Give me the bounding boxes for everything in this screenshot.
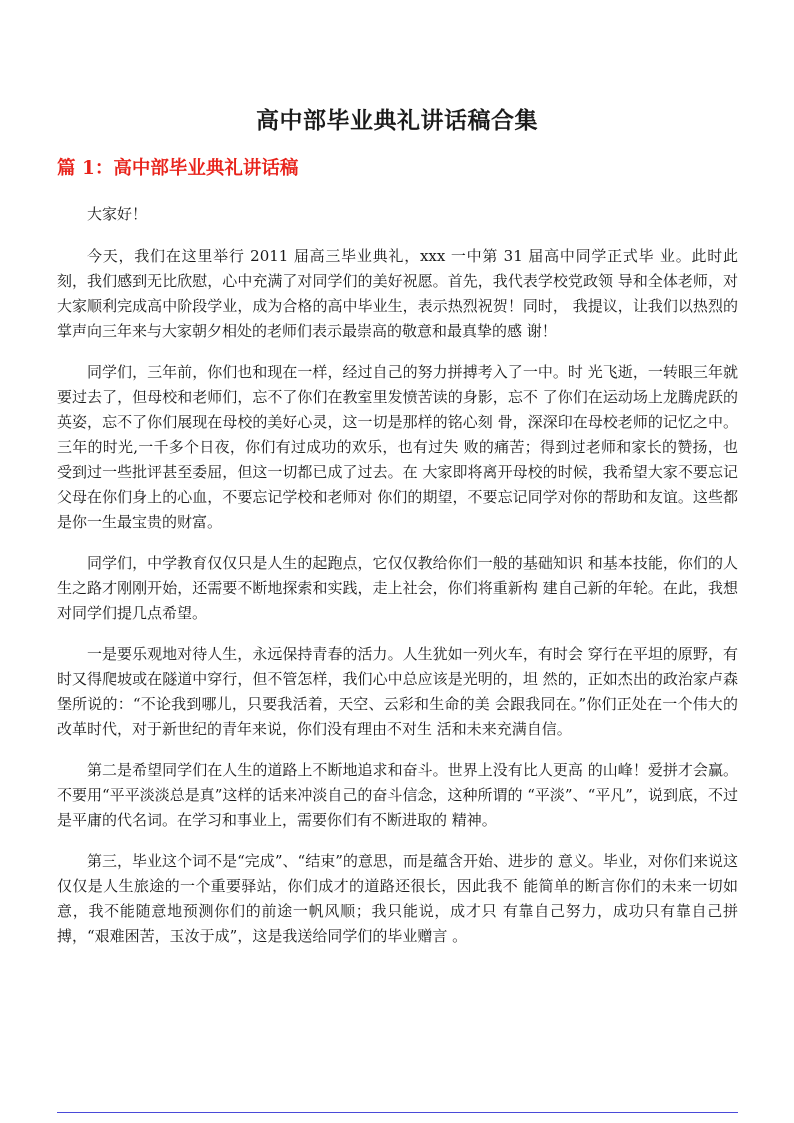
document-body	[57, 202, 738, 965]
body-paragraph-2: 同学们，三年前，你们也和现在一样，经过自己的努力拼搏考入了一中。时 光飞逝，一转眼三年就要过去了，但母校和老师们，忘不了你们在教室里发愤苦读的身影，忘不 了你们在运动场上龙腾虎跃的英姿，忘不了你们展现在母校的美好心灵，这一切是那样的铭心刻 骨，深深印在母校老师的记忆之中。三年的时光,一千多个日夜，你们有过成功的欢乐，也有过失 败的痛苦；得到过老师和家长的赞扬，也受到过一些批评甚至委屈，但这一切都已成了过去。在 大家即将离开母校的时候，我希望大家不要忘记父母在你们身上的心血，不要忘记学校和老师对 你们的期望，不要忘记同学对你的帮助和友谊。这些都是你一生最宝贵的财富。	[57, 363, 738, 531]
section-heading: 篇 1：高中部毕业典礼讲话稿	[57, 158, 299, 179]
document-title: 高中部毕业典礼讲话稿合集	[256, 107, 538, 134]
greeting-paragraph: 大家好！	[87, 205, 148, 223]
body-paragraph-1: 今天，我们在这里举行 2011 届高三毕业典礼，xxx 一中第 31 届高中同学正式毕 业。此时此刻，我们感到无比欣慰，心中充满了对同学们的美好祝愿。首先，我代表学校党政领 导和全体老师，对大家顺利完成高中阶段学业，成为合格的高中毕业生，表示热烈祝贺！同时， 我提议，让我们以热烈的掌声向三年来与大家朝夕相处的老师们表示最崇高的敬意和最真挚的感 谢！	[57, 247, 738, 340]
body-paragraph-4: 一是要乐观地对待人生，永远保持青春的活力。人生犹如一列火车，有时会 穿行在平坦的原野，有时又得爬坡或在隧道中穿行，但不管怎样，我们心中总应该是光明的，坦 然的，正如杰出的政治家卢森堡所说的：“不论我到哪儿，只要我活着，天空、云彩和生命的美 会跟我同在。”你们正处在一个伟大的改革时代，对于新世纪的青年来说，你们没有理由不对生 活和未来充满自信。	[57, 645, 738, 738]
footer-divider	[57, 1112, 738, 1113]
body-paragraph-3: 同学们，中学教育仅仅只是人生的起跑点，它仅仅教给你们一般的基础知识 和基本技能，你们的人生之路才刚刚开始，还需要不断地探索和实践，走上社会，你们将重新构 建自己新的年轮。在此，我想对同学们提几点希望。	[57, 554, 738, 622]
body-paragraph-5: 第二是希望同学们在人生的道路上不断地追求和奋斗。世界上没有比人更高 的山峰！爱拼才会赢。不要用“平平淡淡总是真”这样的话来冲淡自己的奋斗信念，这种所谓的 “平淡”、“平凡”，说到底，不过是平庸的代名词。在学习和事业上，需要你们有不断进取的 精神。	[57, 761, 738, 829]
body-paragraph-6: 第三，毕业这个词不是“完成”、“结束”的意思，而是蕴含开始、进步的 意义。毕业，对你们来说这仅仅是人生旅途的一个重要驿站，你们成才的道路还很长，因此我不 能简单的断言你们的未来一切如意，我不能随意地预测你们的前途一帆风顺；我只能说，成才只 有靠自己努力，成功只有靠自己拼搏，“艰难困苦，玉汝于成”，这是我送给同学们的毕业赠言 。	[57, 852, 738, 945]
